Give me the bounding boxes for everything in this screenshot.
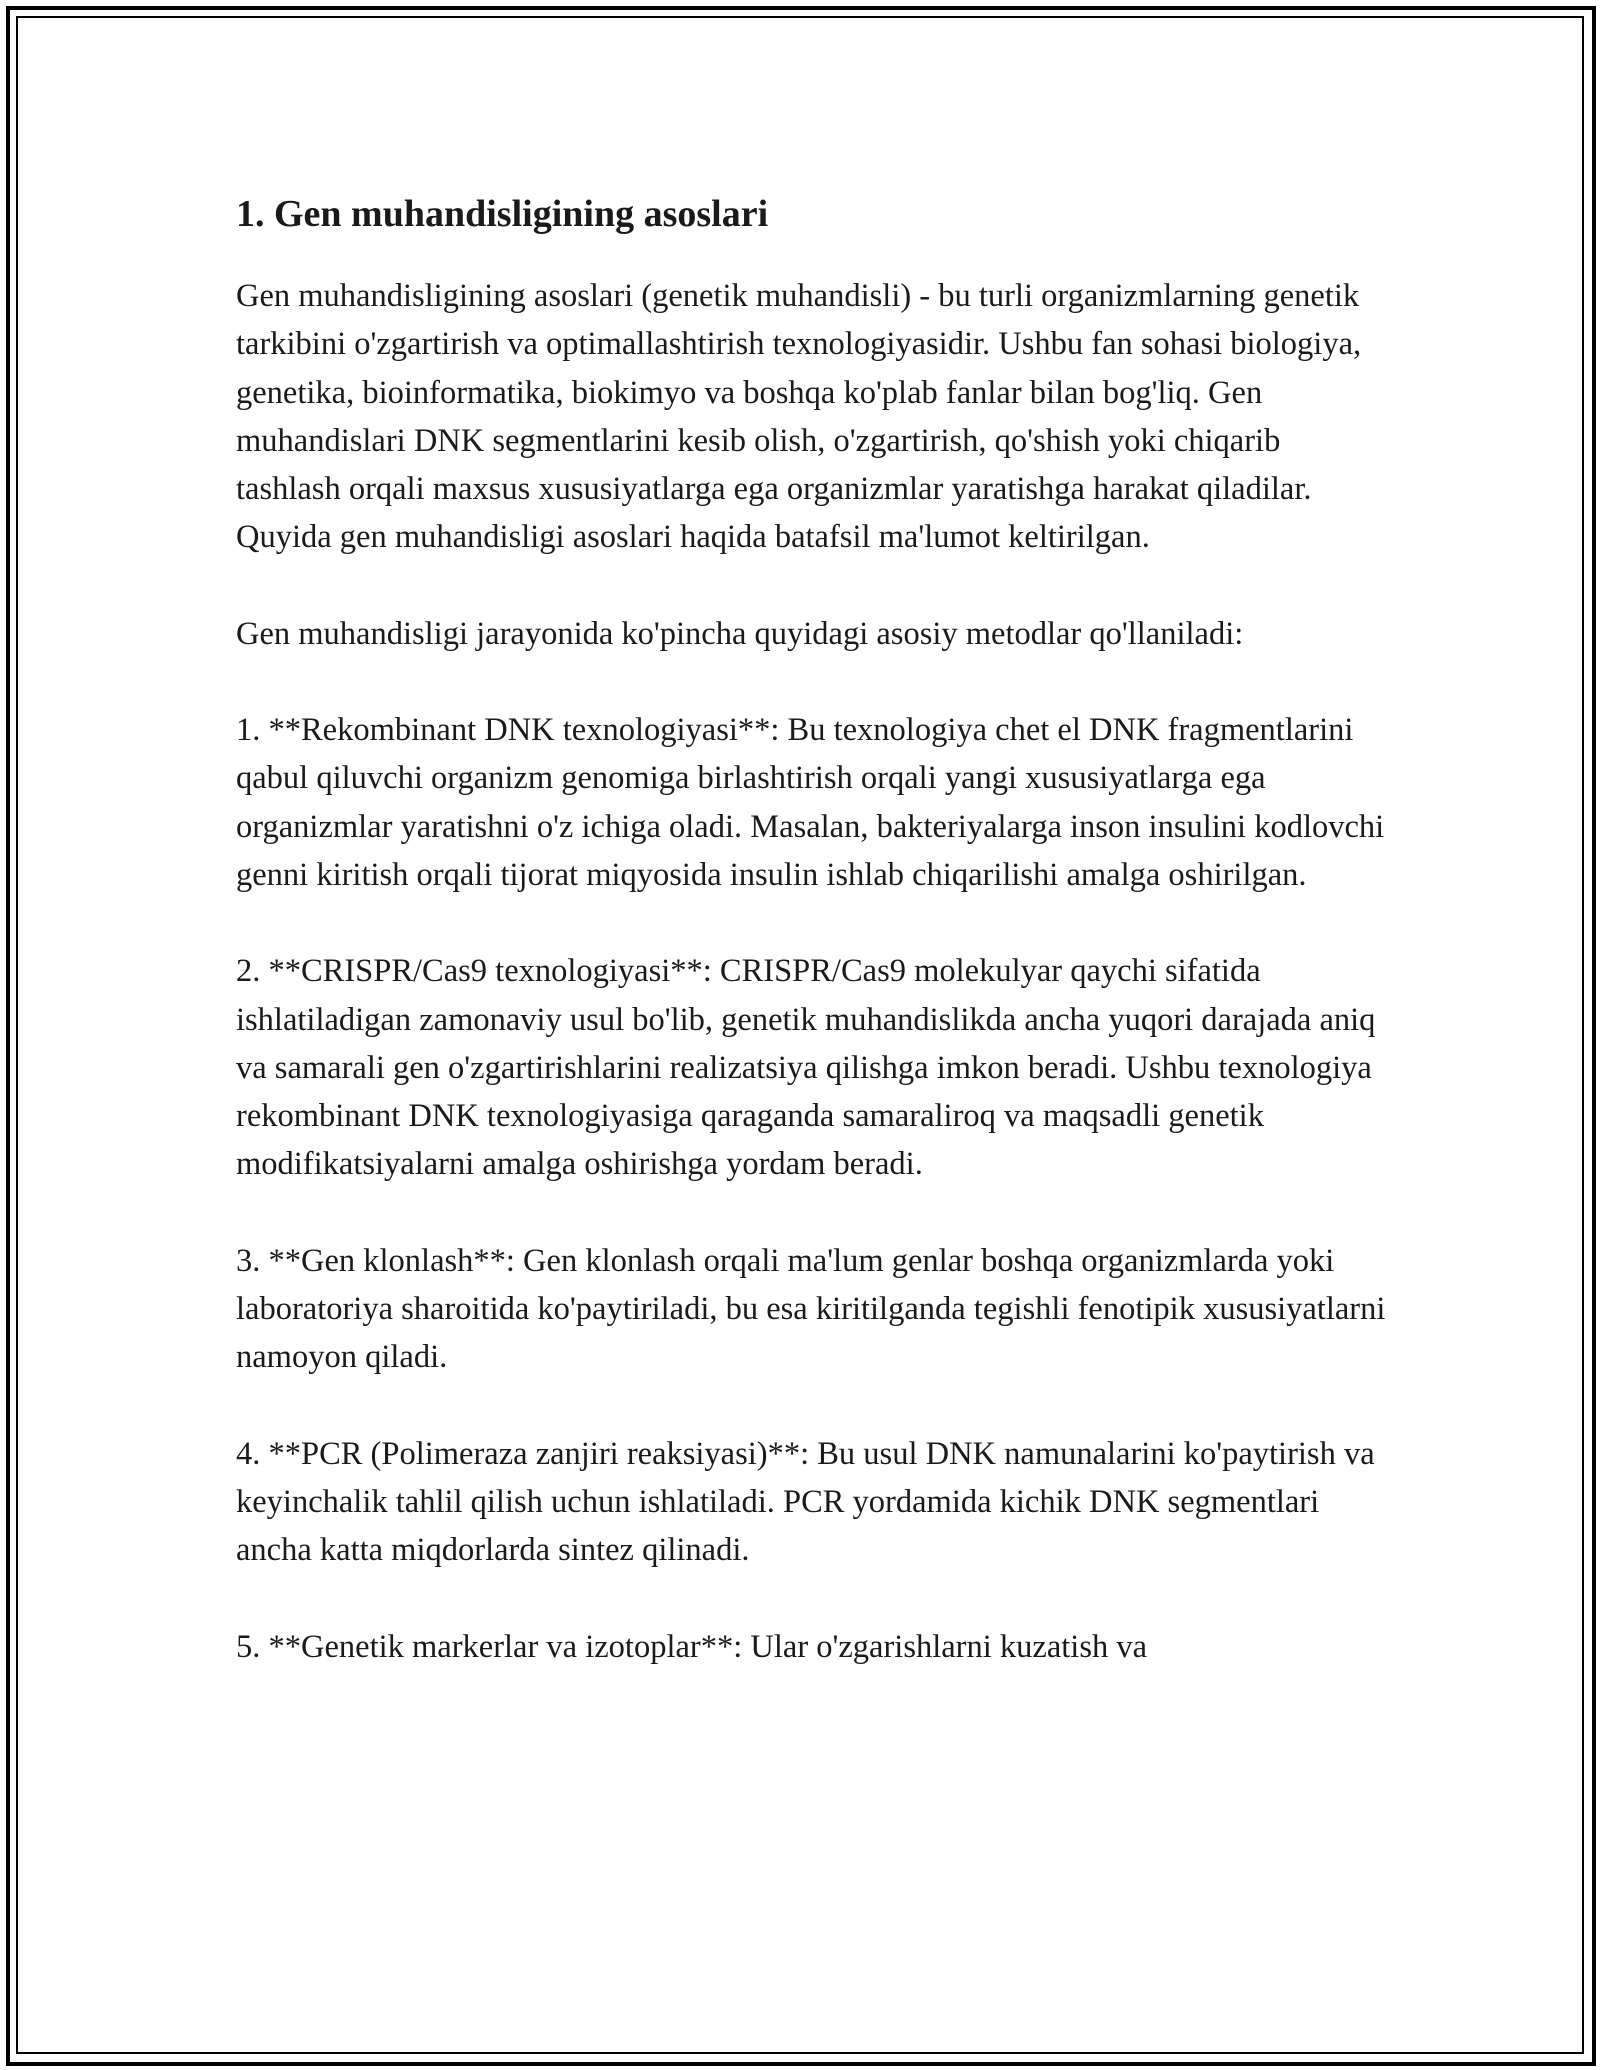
- method-item-gene-cloning: 3. **Gen klonlash**: Gen klonlash orqali ma'lum genlar boshqa organizmlarda yoki laboratoriya sharoitida ko'paytiriladi, bu esa kiritilganda tegishli fenotipik xususiyatlarni namoyon qiladi.: [236, 1242, 1386, 1376]
- intro-paragraph: Gen muhandisligining asoslari (genetik muhandisli) - bu turli organizmlarning genetik tarkibini o'zgartirish va optimallashtirish texnologiyasidir. Ushbu fan sohasi biologiya, genetika, bioinformatika, biokimyo va boshqa ko'plab fanlar bilan bog'liq. Gen muhandislari DNK segmentlarini kesib olish, o'zgartirish, qo'shish yoki chiqarib tashlash orqali maxsus xususiyatlarga ega organizmlar yaratishga harakat qiladilar. Quyida gen muhandisligi asoslari haqida batafsil ma'lumot keltirilgan.: [236, 278, 1362, 556]
- method-item-genetic-markers: 5. **Genetik markerlar va izotoplar**: Ular o'zgarishlarni kuzatish va: [236, 1628, 1148, 1665]
- method-item-recombinant-dna: 1. **Rekombinant DNK texnologiyasi**: Bu texnologiya chet el DNK fragmentlarini qabul qiluvchi organizm genomiga birlashtirish orqali yangi xususiyatlarga ega organizmlar yaratishni o'z ichiga oladi. Masalan, bakteriyalarga inson insulini kodlovchi genni kiritish orqali tijorat miqyosida insulin ishlab chiqarilishi amalga oshirilgan.: [236, 712, 1385, 893]
- method-item-pcr: 4. **PCR (Polimeraza zanjiri reaksiyasi)**: Bu usul DNK namunalarini ko'paytirish va keyinchalik tahlil qilish uchun ishlatiladi. PCR yordamida kichik DNK segmentlari ancha katta miqdorlarda sintez qilinadi.: [236, 1435, 1375, 1569]
- section-heading: 1. Gen muhandisligining asoslari: [236, 193, 769, 235]
- methods-lead-paragraph: Gen muhandisligi jarayonida ko'pincha quyidagi asosiy metodlar qo'llaniladi:: [236, 615, 1244, 652]
- document-body: [236, 186, 1386, 1719]
- method-item-crispr: 2. **CRISPR/Cas9 texnologiyasi**: CRISPR/Cas9 molekulyar qaychi sifatida ishlatiladigan zamonaviy usul bo'lib, genetik muhandislikda ancha yuqori darajada aniq va samarali gen o'zgartirishlarini realizatsiya qilishga imkon beradi. Ushbu texnologiya rekombinant DNK texnologiyasiga qaraganda samaraliroq va maqsadli genetik modifikatsiyalarni amalga oshirishga yordam beradi.: [236, 953, 1376, 1183]
